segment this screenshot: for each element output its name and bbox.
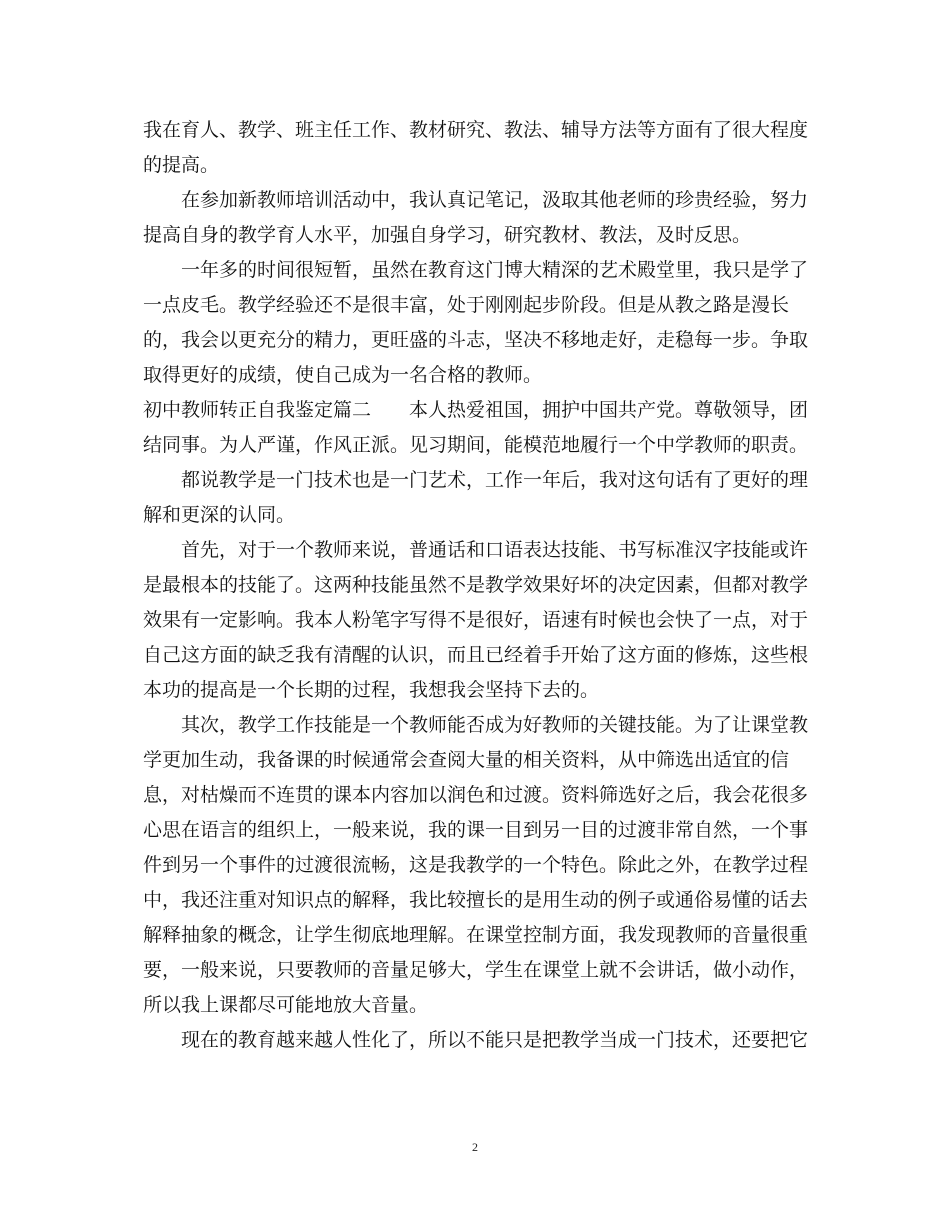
text-line: 中，我还注重对知识点的解释，我比较擅长的是用生动的例子或通俗易懂的话去 [143,889,809,911]
text-line: 一点皮毛。教学经验还不是很丰富，处于刚刚起步阶段。但是从教之路是漫长 [143,294,790,316]
page-number: 2 [472,1140,478,1154]
section-first-text: 本人热爱祖国，拥护中国共产党。尊敬领导，团 [409,399,809,421]
body-text [143,113,809,1058]
text-line: 提高自身的教学育人水平，加强自身学习，研究教材、教法，及时反思。 [143,224,752,246]
text-line: 结同事。为人严谨，作风正派。见习期间，能模范地履行一个中学教师的职责。 [143,434,809,456]
text-line: 要，一般来说，只要教师的音量足够大，学生在课堂上就不会讲话，做小动作， [143,959,809,981]
text-line: 一年多的时间很短暂，虽然在教育这门博大精深的艺术殿堂里，我只是学了 [143,259,809,281]
text-line: 本功的提高是一个长期的过程，我想我会坚持下去的。 [143,679,600,701]
text-line: 在参加新教师培训活动中，我认真记笔记，汲取其他老师的珍贵经验，努力 [143,189,809,211]
text-line: 学更加生动，我备课的时候通常会查阅大量的相关资料，从中筛选出适宜的信 [143,749,790,771]
text-line: 都说教学是一门技术也是一门艺术，工作一年后，我对这句话有了更好的理 [143,469,809,491]
section-heading: 初中教师转正自我鉴定篇二 [143,399,372,421]
text-line: 现在的教育越来越人性化了，所以不能只是把教学当成一门技术，还要把它 [143,1029,809,1051]
text-line: 息，对枯燥而不连贯的课本内容加以润色和过渡。资料筛选好之后，我会花很多 [143,784,809,806]
text-line: 其次，教学工作技能是一个教师能否成为好教师的关键技能。为了让课堂教 [143,714,809,736]
section-heading-line [143,393,809,428]
text-line: 的，我会以更充分的精力，更旺盛的斗志，坚决不移地走好，走稳每一步。争取 [143,329,809,351]
text-line: 所以我上课都尽可能地放大音量。 [143,994,429,1016]
text-line: 件到另一个事件的过渡很流畅，这是我教学的一个特色。除此之外，在教学过程 [143,854,809,876]
text-line: 我在育人、教学、班主任工作、教材研究、教法、辅导方法等方面有了很大程度 [143,119,809,141]
text-line: 解和更深的认同。 [143,504,296,526]
text-line: 效果有一定影响。我本人粉笔字写得不是很好，语速有时候也会快了一点，对于 [143,609,809,631]
text-line: 是最根本的技能了。这两种技能虽然不是教学效果好坏的决定因素，但都对教学 [143,574,809,596]
text-line: 取得更好的成绩，使自己成为一名合格的教师。 [143,364,543,386]
text-line: 解释抽象的概念，让学生彻底地理解。在课堂控制方面，我发现教师的音量很重 [143,924,809,946]
text-line: 首先，对于一个教师来说，普通话和口语表达技能、书写标准汉字技能或许 [143,539,809,561]
text-line: 自己这方面的缺乏我有清醒的认识，而且已经着手开始了这方面的修炼，这些根 [143,644,809,666]
text-line: 心思在语言的组织上，一般来说，我的课一目到另一目的过渡非常自然，一个事 [143,819,809,841]
text-line: 的提高。 [143,154,220,176]
